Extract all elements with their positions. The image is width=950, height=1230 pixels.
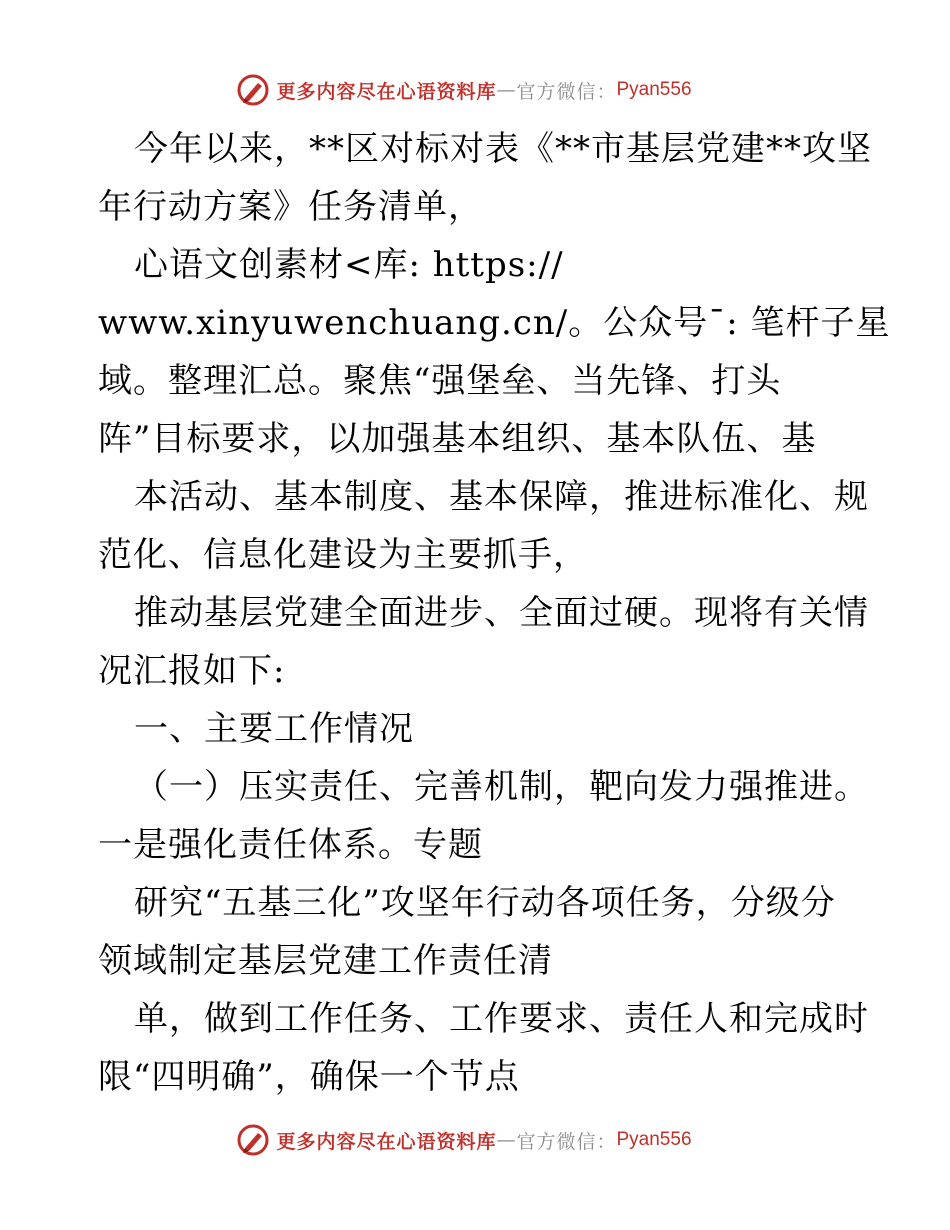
body-line: 研究“五基三化”攻坚年行动各项任务，分级分 — [134, 883, 836, 923]
watermark-main-text: 更多内容尽在心语资料库 — [276, 80, 497, 103]
watermark-main-text: 更多内容尽在心语资料库 — [276, 1130, 497, 1153]
body-line: 推动基层党建全面进步、全面过硬。现将有关情 — [134, 593, 869, 633]
body-line: 范化、信息化建设为主要抓手， — [98, 535, 588, 575]
subsection-heading: （一）压实责任、完善机制，靶向发力强推进。 — [134, 767, 869, 807]
body-line: 域。整理汇总。聚焦“强堡垒、当先锋、打头 — [98, 361, 782, 401]
watermark-account-id: Pyan556 — [616, 79, 692, 100]
header-watermark — [0, 72, 950, 108]
watermark-account-label: 官方微信： — [516, 80, 617, 103]
footer-watermark — [0, 1122, 950, 1158]
watermark-dash: — — [496, 79, 517, 101]
watermark-account-label: 官方微信： — [516, 1130, 617, 1153]
pen-circle-icon — [236, 73, 270, 107]
body-line: 限“四明确”，确保一个节点 — [98, 1057, 520, 1097]
body-line: www.xinyuwenchuang.cn/。公众号¯: 笔杆子星 — [98, 303, 891, 343]
watermark-account-id: Pyan556 — [616, 1129, 692, 1150]
body-line: 单，做到工作任务、工作要求、责任人和完成时 — [134, 999, 869, 1039]
body-line: 阵”目标要求，以加强基本组织、基本队伍、基 — [98, 419, 817, 459]
body-line: 一是强化责任体系。专题 — [98, 825, 483, 865]
body-line: 年行动方案》任务清单， — [98, 187, 483, 227]
pen-circle-icon — [236, 1123, 270, 1157]
body-line: 领域制定基层党建工作责任清 — [98, 941, 553, 981]
document-body — [98, 120, 891, 1106]
watermark-dash: — — [496, 1129, 517, 1151]
body-line: 今年以来，**区对标对表《**市基层党建**攻坚 — [134, 129, 872, 169]
body-line: 心语文创素材<库: https:// — [134, 245, 564, 285]
body-line: 况汇报如下: — [98, 651, 286, 691]
body-line: 本活动、基本制度、基本保障，推进标准化、规 — [134, 477, 869, 517]
section-heading: 一、主要工作情况 — [134, 709, 414, 749]
